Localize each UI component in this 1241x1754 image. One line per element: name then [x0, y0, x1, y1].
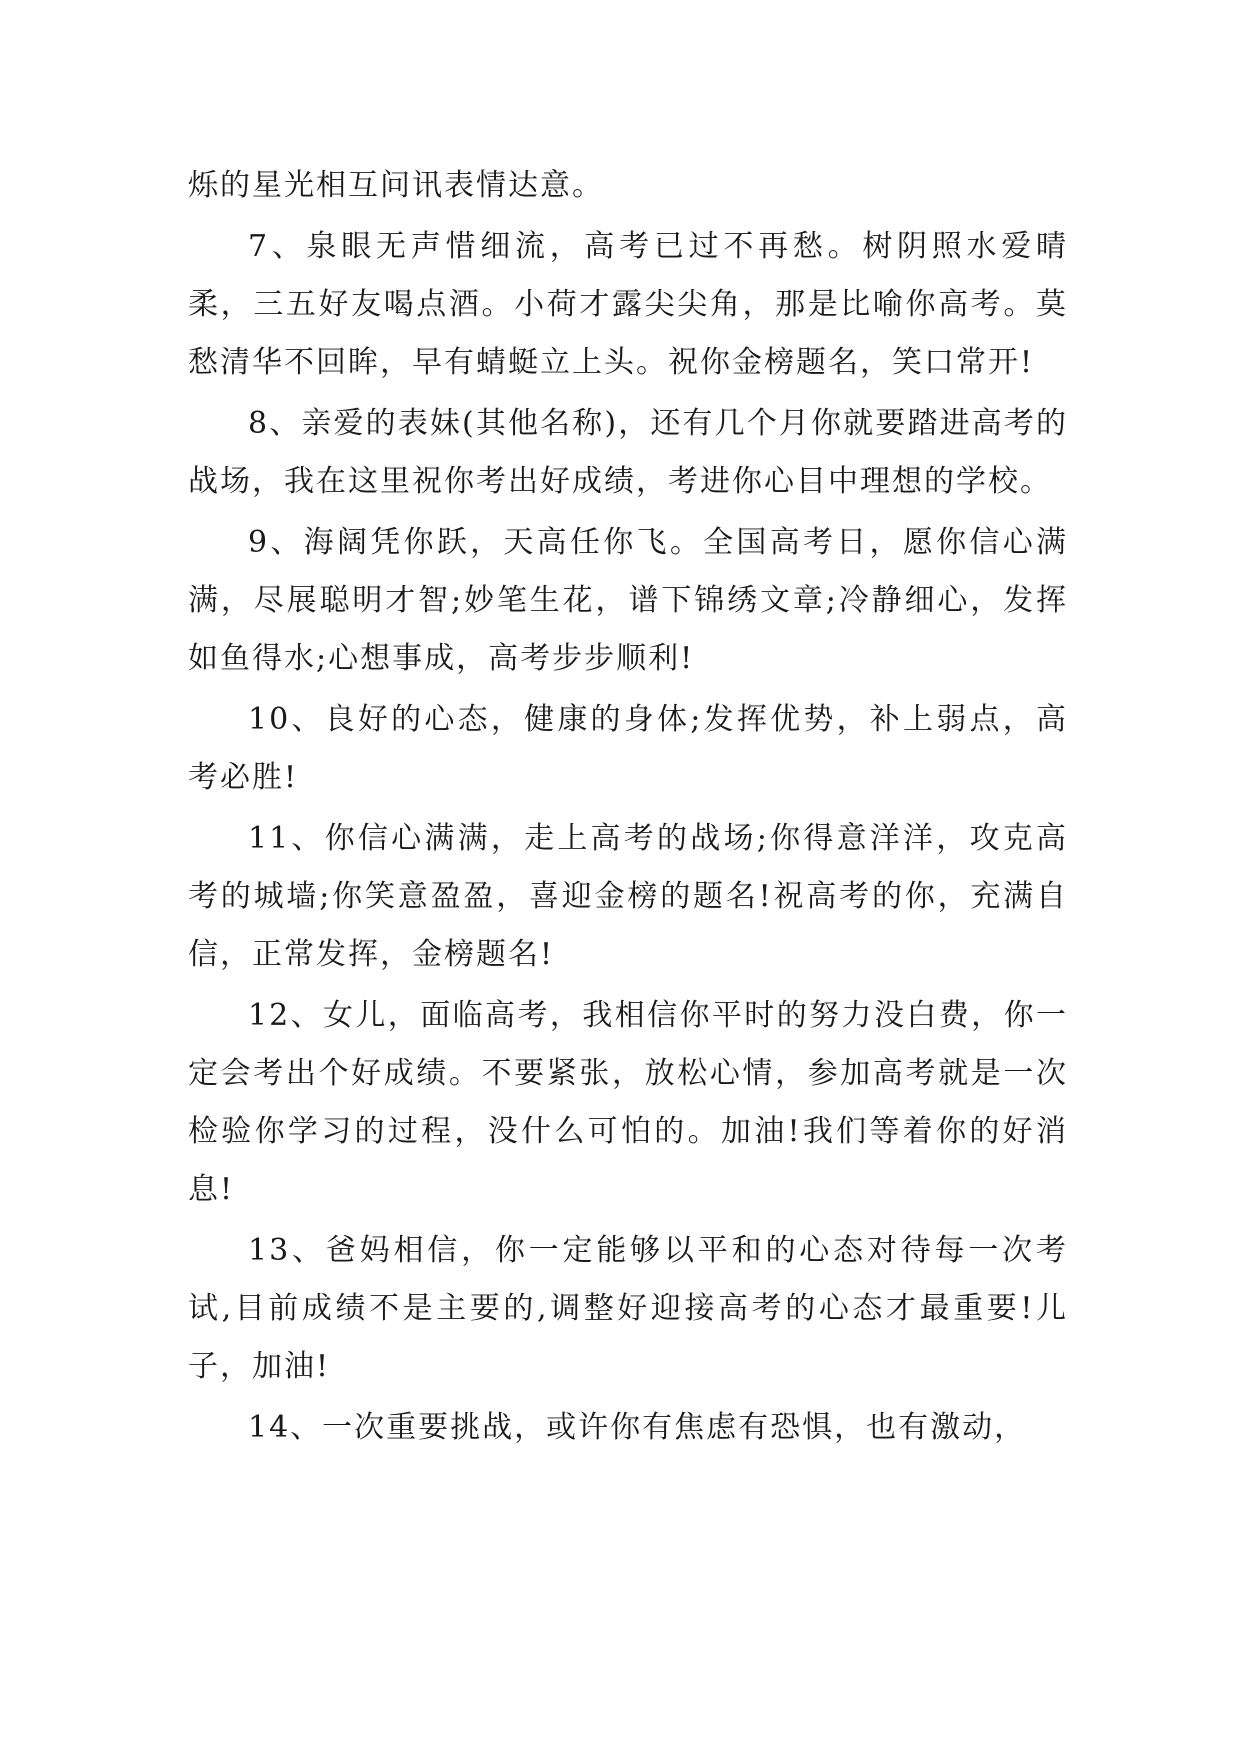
paragraph-12: 12、女儿，面临高考，我相信你平时的努力没白费，你一定会考出个好成绩。不要紧张，放松心情，参加高考就是一次检验你学习的过程，没什么可怕的。加油!我们等着你的好消息!	[188, 998, 1068, 1207]
paragraph-10: 10、良好的心态，健康的身体;发挥优势，补上弱点，高考必胜!	[188, 702, 1068, 795]
paragraph-9: 9、海阔凭你跃，天高任你飞。全国高考日，愿你信心满满，尽展聪明才智;妙笔生花，谱下锦绣文章;冷静细心，发挥如鱼得水;心想事成，高考步步顺利!	[188, 525, 1068, 676]
paragraph-continuation: 烁的星光相互问讯表情达意。	[188, 168, 604, 203]
paragraph-8: 8、亲爱的表妹(其他名称)，还有几个月你就要踏进高考的战场，我在这里祝你考出好成绩，考进你心目中理想的学校。	[188, 406, 1068, 499]
paragraph-13: 13、爸妈相信，你一定能够以平和的心态对待每一次考试,目前成绩不是主要的,调整好迎接高考的心态才最重要!儿子，加油!	[188, 1233, 1068, 1384]
paragraph-11: 11、你信心满满，走上高考的战场;你得意洋洋，攻克高考的城墙;你笑意盈盈，喜迎金榜的题名!祝高考的你，充满自信，正常发挥，金榜题名!	[188, 821, 1068, 972]
document-body	[188, 157, 1068, 1460]
paragraph-7: 7、泉眼无声惜细流，高考已过不再愁。树阴照水爱晴柔，三五好友喝点酒。小荷才露尖尖角，那是比喻你高考。莫愁清华不回眸，早有蜻蜓立上头。祝你金榜题名，笑口常开!	[188, 229, 1068, 380]
paragraph-14: 14、一次重要挑战，或许你有焦虑有恐惧，也有激动，	[248, 1410, 1027, 1445]
